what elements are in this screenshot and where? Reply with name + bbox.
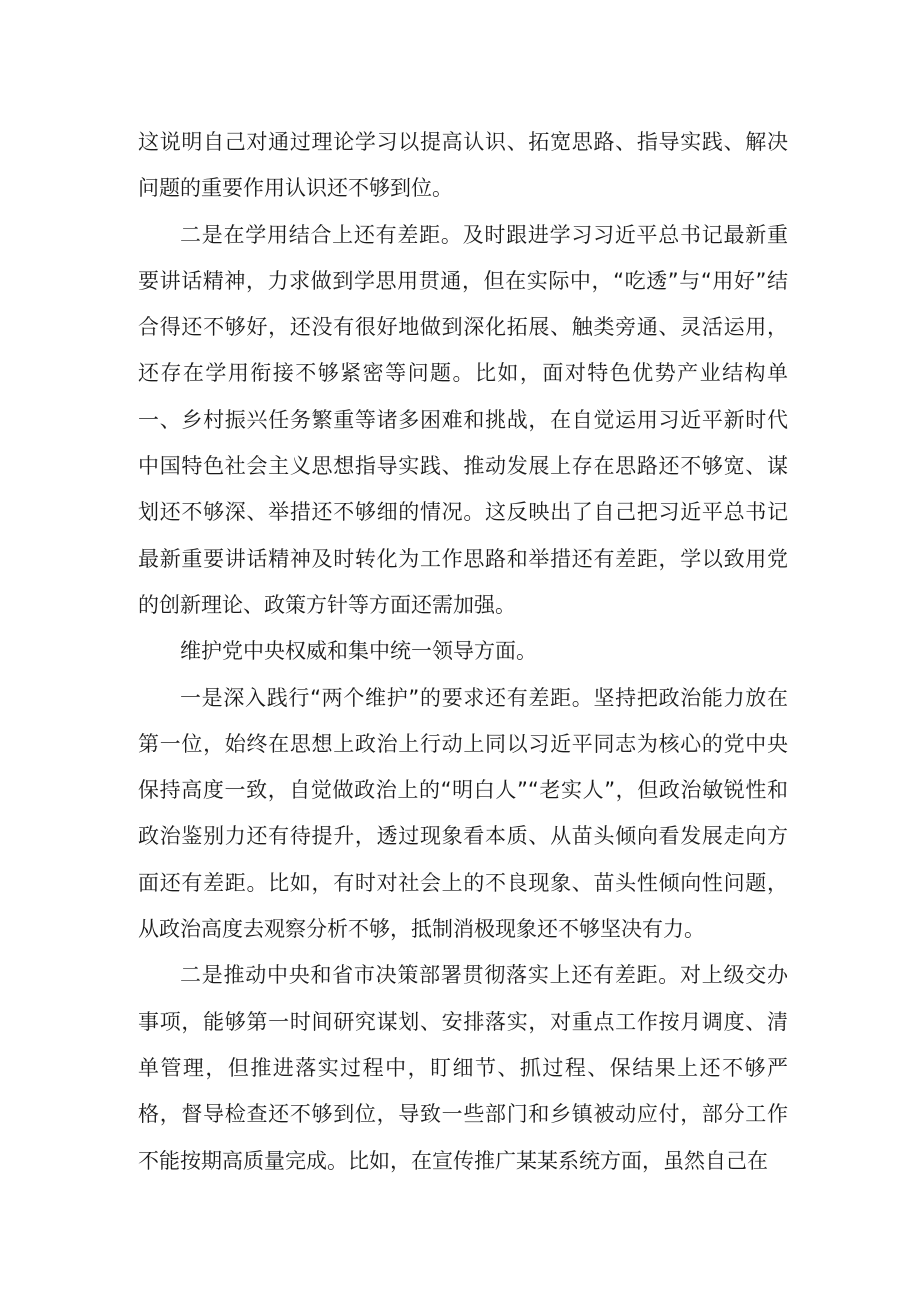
section-heading: 维护党中央权威和集中统一领导方面。 — [180, 639, 537, 664]
paragraph-3: 一是深入践行“两个维护”的要求还有差距。坚持把政治能力放在第一位，始终在思想上政治上行动上同以习近平同志为核心的党中央保持高度一致，自觉做政治上的“明白人”“老实人”，但政治敏锐性和政治鉴别力还有待提升，透过现象看本质、从苗头倾向看发展走向方面还有差距。比如，有时对社会上的不良现象、苗头性倾向性问题，从政治高度去观察分析不够，抵制消极现象还不够坚决有力。 — [138, 685, 788, 942]
paragraph-1: 这说明自己对通过理论学习以提高认识、拓宽思路、指导实践、解决问题的重要作用认识还不够到位。 — [138, 130, 788, 201]
document-body — [138, 119, 788, 1184]
paragraph-4: 二是推动中央和省市决策部署贯彻落实上还有差距。对上级交办事项，能够第一时间研究谋划、安排落实，对重点工作按月调度、清单管理，但推进落实过程中，盯细节、抓过程、保结果上还不够严格，督导检查还不够到位，导致一些部门和乡镇被动应付，部分工作不能按期高质量完成。比如，在宣传推广某某系统方面，虽然自己在 — [138, 963, 788, 1173]
paragraph-2: 二是在学用结合上还有差距。及时跟进学习习近平总书记最新重要讲话精神，力求做到学思用贯通，但在实际中，“吃透”与“用好”结合得还不够好，还没有很好地做到深化拓展、触类旁通、灵活运用，还存在学用衔接不够紧密等问题。比如，面对特色优势产业结构单一、乡村振兴任务繁重等诸多困难和挑战，在自觉运用习近平新时代中国特色社会主义思想指导实践、推动发展上存在思路还不够宽、谋划还不够深、举措还不够细的情况。这反映出了自己把习近平总书记最新重要讲话精神及时转化为工作思路和举措还有差距，学以致用党的创新理论、政策方针等方面还需加强。 — [138, 222, 788, 617]
